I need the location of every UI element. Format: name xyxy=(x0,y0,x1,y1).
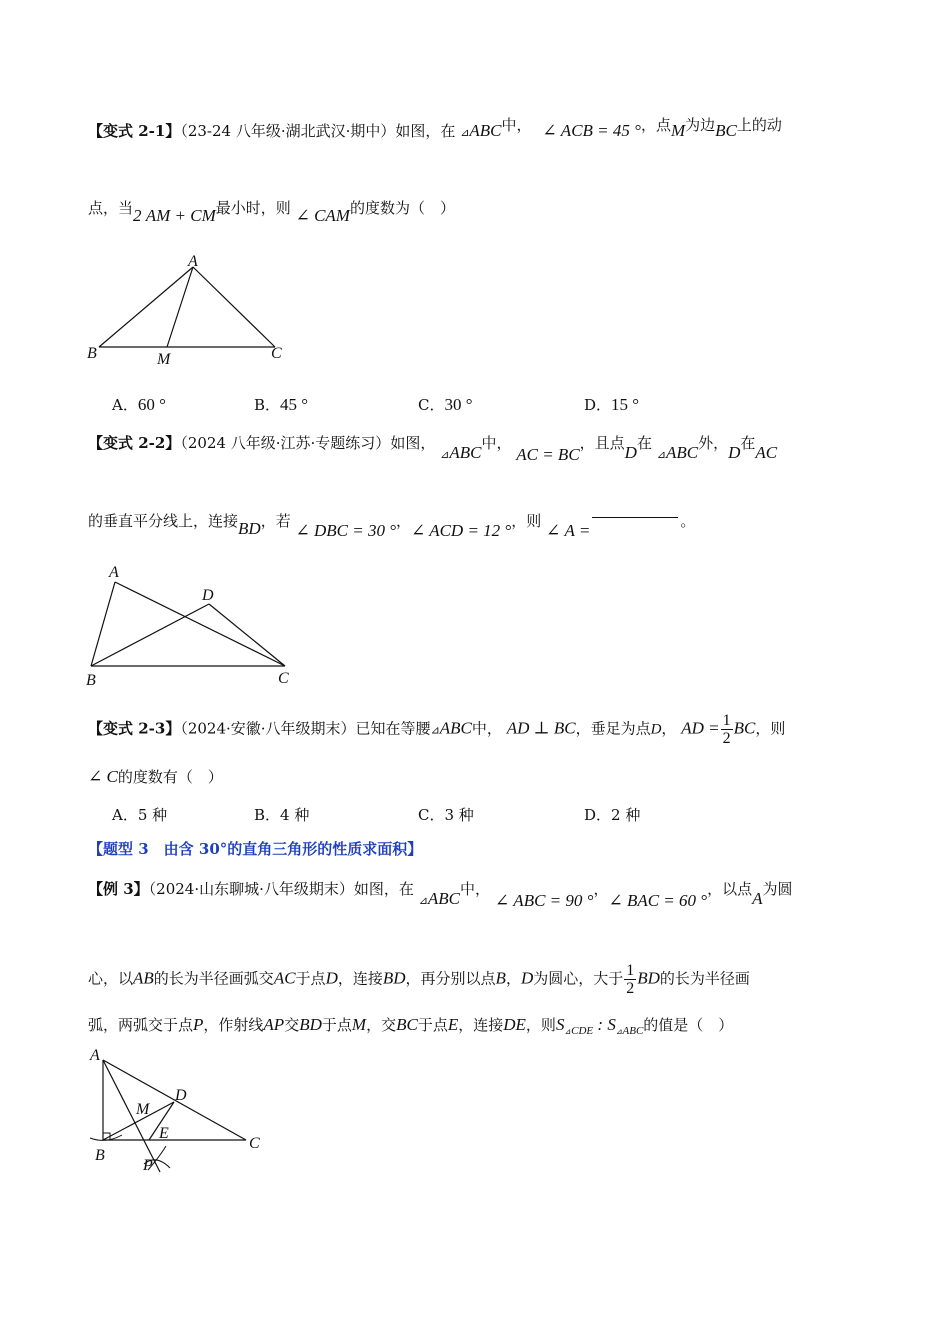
text: ，若 xyxy=(260,512,291,530)
math: ABC xyxy=(449,443,482,462)
v21-option-b[interactable] xyxy=(254,394,308,415)
ex3-line-3 xyxy=(88,1014,733,1035)
text: 的值是（ ） xyxy=(643,1016,734,1034)
math: S xyxy=(607,1015,616,1034)
fraction-half xyxy=(721,712,733,747)
text: 为边 xyxy=(685,116,716,134)
math: BD xyxy=(238,519,261,538)
label-C: C xyxy=(278,670,289,687)
text: ，再分别以点 xyxy=(405,969,496,988)
text: ，连接 xyxy=(458,1016,504,1034)
v21-source: （23-24 八年级·湖北武汉·期中） xyxy=(180,122,396,140)
text: 在 xyxy=(740,434,756,452)
v21-line-1 xyxy=(88,116,782,141)
triangle-symbol: ⊿ xyxy=(460,127,470,139)
math: BD xyxy=(637,968,660,988)
text: B． xyxy=(254,396,281,414)
text: 的度数为（ ） xyxy=(349,199,455,217)
v21-option-d[interactable] xyxy=(584,394,639,415)
label-B: B xyxy=(95,1147,105,1164)
triangle-symbol: ⊿ xyxy=(418,895,428,907)
text: ， xyxy=(593,880,609,898)
numerator: 1 xyxy=(722,712,731,729)
ex3-source: （2024·山东聊城·八年级期末） xyxy=(148,880,354,898)
triangle-symbol: ⊿ xyxy=(615,1027,623,1036)
math: BC xyxy=(396,1015,418,1034)
ex3-tag: 【例 3】 xyxy=(88,880,149,898)
ex3-figure xyxy=(86,1046,276,1176)
v21-line-2 xyxy=(88,197,455,225)
v21-option-c[interactable] xyxy=(418,394,473,415)
text: C． xyxy=(418,806,445,824)
v22-source: （2024 八年级·江苏·专题练习） xyxy=(180,434,391,452)
math: AC xyxy=(273,968,296,988)
math: D xyxy=(325,968,338,988)
text: ，连接 xyxy=(337,969,383,988)
value: 3 种 xyxy=(444,806,474,824)
text: 于点 xyxy=(321,1016,352,1034)
text: A． xyxy=(112,396,138,414)
text: 中， xyxy=(471,719,502,738)
text: ，以点 xyxy=(707,880,753,898)
math: AD ⊥ BC xyxy=(506,718,576,738)
text: ， xyxy=(396,512,412,530)
label-A: A xyxy=(109,564,119,581)
text: 如图，在 xyxy=(353,880,414,898)
math: ∠ ACB = 45 ° xyxy=(542,121,641,140)
text: ，作射线 xyxy=(203,1016,264,1034)
text: ，交 xyxy=(366,1016,397,1034)
label-A: A xyxy=(188,253,198,270)
math: B xyxy=(495,968,506,988)
value: 30 ° xyxy=(444,395,473,414)
math: P xyxy=(193,1015,204,1034)
v22-figure xyxy=(85,562,305,687)
math: ABC xyxy=(439,718,472,738)
math: BD xyxy=(382,968,406,988)
v23-option-a[interactable] xyxy=(112,804,167,825)
text: 如图， xyxy=(390,434,436,452)
math: S xyxy=(555,1015,565,1034)
text: ，垂足为点 xyxy=(575,719,651,738)
math: D xyxy=(650,721,662,738)
answer-blank[interactable] xyxy=(592,517,678,518)
subscript: CDE xyxy=(571,1025,594,1037)
text: 交 xyxy=(284,1016,300,1034)
math: ABC xyxy=(427,889,461,908)
math: A xyxy=(752,889,763,908)
math: D xyxy=(728,443,741,462)
text: D． xyxy=(584,396,612,414)
text: 的长为半径画弧交 xyxy=(153,969,274,988)
v23-line-2 xyxy=(88,766,223,787)
v21-figure xyxy=(85,250,305,370)
text: ，则 xyxy=(525,1016,556,1034)
math: D xyxy=(520,968,534,988)
math: BC xyxy=(733,718,756,738)
label-M: M xyxy=(136,1101,150,1118)
text: 的度数有（ ） xyxy=(117,768,223,786)
triangle-symbol: ⊿ xyxy=(440,449,450,461)
subscript: ABC xyxy=(622,1025,644,1037)
fraction-half xyxy=(624,962,636,997)
text: ，则 xyxy=(755,719,786,738)
text: C． xyxy=(418,396,445,414)
value: 2 种 xyxy=(611,806,641,824)
math: D xyxy=(624,443,637,462)
denominator: 2 xyxy=(722,730,731,747)
text: 于点 xyxy=(295,969,326,988)
label-C: C xyxy=(271,345,282,362)
math: 2 AM + CM xyxy=(133,206,216,225)
math: AC = BC xyxy=(516,445,580,464)
text: ，且点 xyxy=(579,434,625,452)
math: BD xyxy=(299,1015,322,1034)
triangle-symbol: ⊿ xyxy=(564,1027,572,1036)
triangle-symbol: ⊿ xyxy=(656,449,666,461)
label-B: B xyxy=(86,672,96,687)
text: B． xyxy=(254,806,281,824)
math: ∠ A = xyxy=(546,521,591,540)
v23-option-b[interactable] xyxy=(254,804,309,825)
text: ， xyxy=(505,969,521,988)
text: 中， xyxy=(481,434,512,452)
label-C: C xyxy=(249,1135,260,1152)
text: 。 xyxy=(680,512,696,530)
math: ∠ BAC = 60 ° xyxy=(608,891,708,910)
value: 4 种 xyxy=(280,806,310,824)
text: 的长为半径画 xyxy=(659,969,750,988)
label-E: E xyxy=(159,1125,169,1142)
text: A． xyxy=(112,806,138,824)
value: 60 ° xyxy=(137,395,166,414)
text: 为圆 xyxy=(762,880,793,898)
colon: : xyxy=(593,1015,608,1034)
text: 最小时，则 xyxy=(215,199,291,217)
text: 上的动 xyxy=(736,116,782,134)
v23-tag: 【变式 2-3】 xyxy=(88,719,181,738)
text: ， xyxy=(661,719,677,738)
text: 于点 xyxy=(417,1016,448,1034)
label-P: P xyxy=(143,1157,153,1174)
text: 中， xyxy=(460,880,491,898)
denominator: 2 xyxy=(626,980,635,997)
math: ABC xyxy=(469,121,502,140)
label-A: A xyxy=(90,1047,100,1064)
text: 弧，两弧交于点 xyxy=(88,1016,194,1034)
math: ∠ ABC = 90 ° xyxy=(494,891,594,910)
section-heading: 【题型 3 由含 30°的直角三角形的性质求面积】 xyxy=(88,840,423,858)
v23-line-1 xyxy=(88,712,785,747)
triangle-symbol: ⊿ xyxy=(430,724,440,737)
math: AP xyxy=(263,1015,285,1034)
text: ，则 xyxy=(511,512,542,530)
v22-line-2 xyxy=(88,510,696,540)
text: 心，以 xyxy=(88,969,134,988)
text: 在 xyxy=(636,434,652,452)
v21-option-a[interactable] xyxy=(112,394,166,415)
text: 如图，在 xyxy=(395,122,456,140)
math: ∠ C xyxy=(88,767,118,786)
label-B: B xyxy=(87,345,97,362)
math: M xyxy=(670,121,686,140)
label-D: D xyxy=(202,587,214,604)
numerator: 1 xyxy=(626,962,635,979)
math: AB xyxy=(133,968,154,988)
label-D: D xyxy=(175,1087,187,1104)
math: E xyxy=(447,1015,459,1034)
text: 点，当 xyxy=(88,199,134,217)
label-M: M xyxy=(157,351,171,368)
v23-option-d[interactable] xyxy=(584,804,640,825)
math: AD = xyxy=(681,718,720,738)
math: ABC xyxy=(665,443,699,462)
text: ，点 xyxy=(640,116,671,134)
v23-option-c[interactable] xyxy=(418,804,474,825)
text: 为圆心，大于 xyxy=(533,969,624,988)
math: DE xyxy=(503,1015,526,1034)
text: 已知在等腰 xyxy=(355,719,431,738)
text: D． xyxy=(584,806,612,824)
v23-source: （2024·安徽·八年级期末） xyxy=(180,719,356,738)
value: 15 ° xyxy=(611,395,640,414)
math: AC xyxy=(755,443,778,462)
math: ∠ DBC = 30 ° xyxy=(295,521,396,540)
math: M xyxy=(351,1015,367,1034)
text: 中， xyxy=(501,116,532,134)
math: ∠ ACD = 12 ° xyxy=(411,521,512,540)
v22-tag: 【变式 2-2】 xyxy=(88,434,181,452)
v21-tag: 【变式 2-1】 xyxy=(88,122,181,140)
text: 外， xyxy=(698,434,729,452)
ex3-line-2 xyxy=(88,962,750,997)
ex3-line-1 xyxy=(88,878,793,910)
v22-line-1 xyxy=(88,432,778,464)
math: ∠ CAM xyxy=(295,206,350,225)
math: BC xyxy=(715,121,737,140)
text: 的垂直平分线上，连接 xyxy=(88,512,239,530)
value: 45 ° xyxy=(280,395,309,414)
value: 5 种 xyxy=(137,806,168,824)
